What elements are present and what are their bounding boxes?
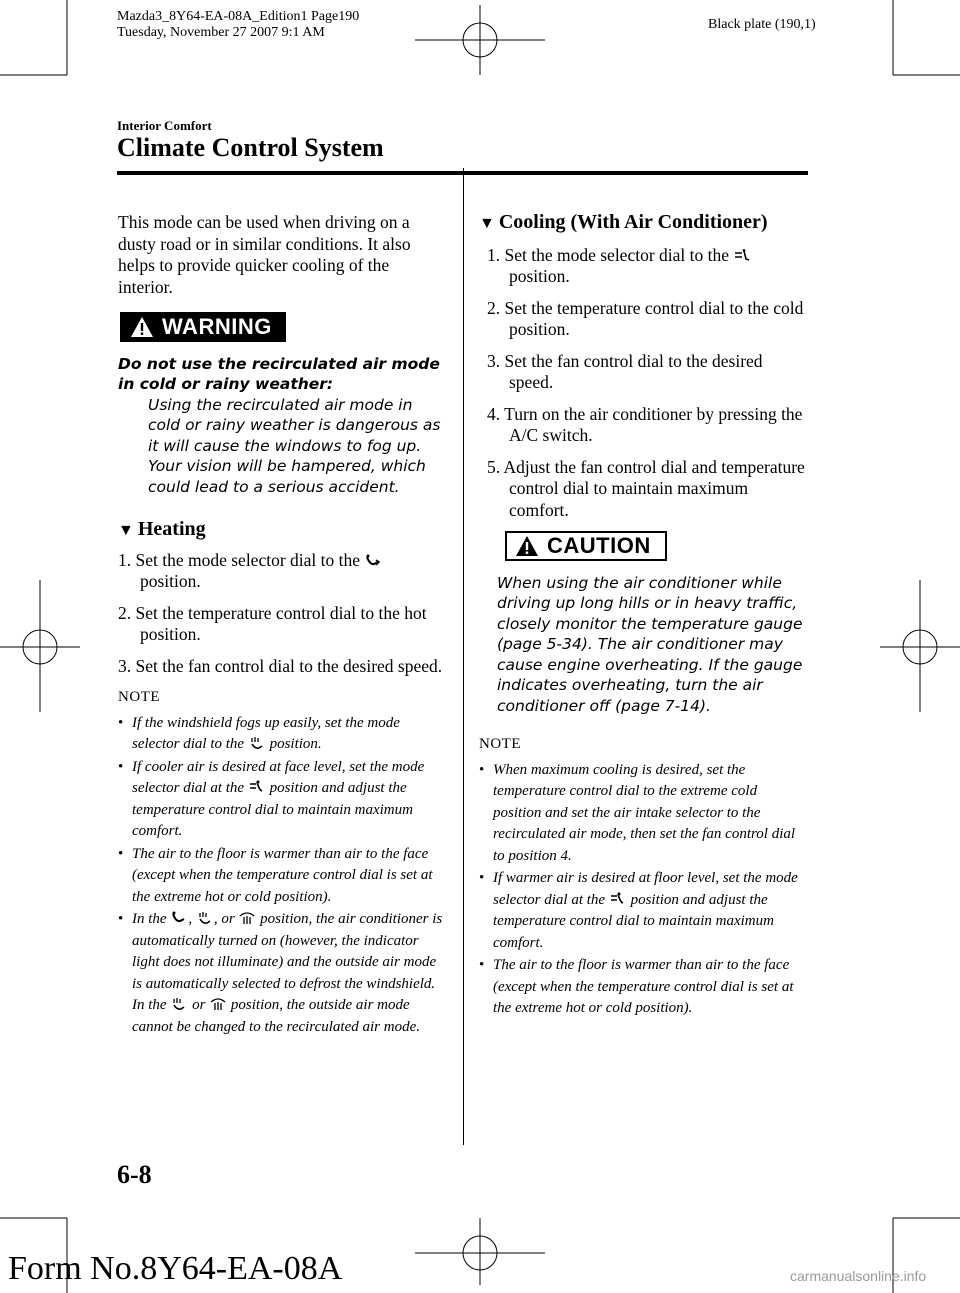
- step-text: position.: [140, 571, 201, 591]
- note-text: position and adjust the temperature control dial to maintain maximum comfort.: [493, 891, 774, 951]
- page-title: Climate Control System: [117, 133, 384, 162]
- section-triangle-icon: ▼: [479, 215, 495, 232]
- list-item: • The air to the floor is warmer than air to the face (except when the temperature control dial is set at the extreme hot or cold position).: [479, 955, 809, 1020]
- section-label: Interior Comfort: [117, 118, 212, 133]
- right-column: [479, 212, 809, 1021]
- heating-steps: [118, 550, 448, 678]
- note-text: , or: [213, 911, 235, 927]
- cooling-heading-text: Cooling (With Air Conditioner): [498, 211, 768, 233]
- mode-floor-icon: [171, 911, 187, 925]
- caution-label: CAUTION: [547, 533, 651, 559]
- note-heading: NOTE: [479, 736, 521, 752]
- note-text: If cooler air is desired at face level, set the mode selector dial at the: [132, 758, 425, 796]
- intro-paragraph: This mode can be used when driving on a dusty road or in similar conditions. It also helps to provide quicker cooling of the interior.: [118, 212, 411, 297]
- mode-floor-defrost-icon: [249, 736, 265, 750]
- note-text: position, the outside air mode cannot be changed to the recirculated air mode.: [132, 997, 420, 1035]
- note-heading: NOTE: [118, 689, 160, 705]
- warning-body: Using the recirculated air mode in cold or rainy weather is dangerous as it will cause the windows to fog up. Your vision will be hampered, which could lead to a serious accident.: [148, 395, 441, 496]
- cooling-steps: [479, 245, 809, 522]
- list-item: 4. Turn on the air conditioner by pressing the A/C switch.: [487, 403, 803, 445]
- note-text: position and adjust the temperature control dial to maintain maximum comfort.: [132, 780, 413, 839]
- section-triangle-icon: ▼: [118, 522, 134, 539]
- note-text: In the: [132, 997, 167, 1013]
- step-text: 1. Set the mode selector dial to the: [487, 244, 730, 265]
- cooling-notes: [479, 760, 809, 1020]
- file-name: Mazda3_8Y64-EA-08A_Edition1 Page190: [117, 9, 360, 24]
- left-column: [118, 212, 448, 1039]
- note-text: In the: [132, 911, 167, 927]
- mode-floor-defrost-icon: [171, 997, 187, 1011]
- mode-defrost-icon: [210, 997, 226, 1011]
- note-text: If the windshield fogs up easily, set the mode selector dial to the: [132, 714, 400, 752]
- step-text: 1. Set the mode selector dial to the: [118, 549, 361, 570]
- column-divider: [463, 168, 464, 1145]
- list-item: 3. Set the fan control dial to the desired speed.: [118, 655, 443, 676]
- list-item: 2. Set the temperature control dial to the hot position.: [118, 602, 427, 644]
- warning-triangle-icon: [130, 316, 154, 338]
- mode-bilevel-icon: [249, 780, 265, 794]
- file-info: [117, 9, 359, 41]
- list-item: • The air to the floor is warmer than air to the face (except when the temperature control dial is set at the extreme hot or cold position).: [118, 844, 448, 909]
- note-text: position.: [269, 736, 322, 752]
- mode-face-icon: [734, 249, 750, 263]
- step-text: position.: [509, 266, 570, 286]
- list-item: [118, 757, 448, 843]
- note-text: ,: [188, 911, 193, 927]
- heating-heading: [118, 519, 448, 542]
- note-text: If warmer air is desired at floor level, set the mode selector dial at the: [493, 870, 798, 908]
- note-text: position, the air conditioner is automatically turned on (however, the indicator light does not illuminate) and the outside air mode is automatically selected to defrost the windshield.: [132, 911, 443, 992]
- mode-bilevel-icon: [610, 892, 626, 906]
- watermark: carmanualsonline.info: [790, 1268, 927, 1284]
- list-item: [118, 713, 448, 756]
- list-item: • When maximum cooling is desired, set the temperature control dial to the extreme cold position and set the air intake selector to the recirculated air mode, then set the fan control dial to position 4.: [479, 760, 809, 868]
- list-item: 2. Set the temperature control dial to the cold position.: [487, 297, 804, 339]
- mode-floor-icon: [365, 554, 381, 568]
- list-item: 3. Set the fan control dial to the desired speed.: [487, 350, 763, 392]
- mode-defrost-icon: [239, 911, 255, 925]
- heating-notes: [118, 713, 448, 1039]
- warning-label: WARNING: [162, 314, 272, 340]
- mode-floor-defrost-icon: [197, 911, 213, 925]
- caution-badge: [505, 531, 667, 561]
- form-number: Form No.8Y64-EA-08A: [8, 1250, 343, 1287]
- list-item: [487, 245, 809, 288]
- warning-title: Do not use the recirculated air mode in cold or rainy weather:: [118, 354, 440, 393]
- plate-label: Black plate (190,1): [708, 17, 816, 32]
- list-item: 5. Adjust the fan control dial and temperature control dial to maintain maximum comfort.: [487, 456, 805, 520]
- list-item: [479, 868, 809, 954]
- list-item: [118, 909, 448, 1038]
- heating-heading-text: Heating: [137, 518, 206, 540]
- warning-badge: [120, 312, 286, 342]
- list-item: [118, 550, 448, 593]
- page-number: 6-8: [117, 1160, 152, 1189]
- caution-body: When using the air conditioner while driving up long hills or in heavy traffic, closely monitor the temperature gauge (page 5-34). The air conditioner may cause engine overheating. If the gauge indicates overheating, turn the air conditioner off (page 7-14).: [497, 573, 803, 715]
- note-text: or: [192, 997, 206, 1013]
- cooling-heading: [479, 212, 809, 235]
- file-date: Tuesday, November 27 2007 9:1 AM: [117, 25, 325, 40]
- caution-triangle-icon: [515, 535, 539, 557]
